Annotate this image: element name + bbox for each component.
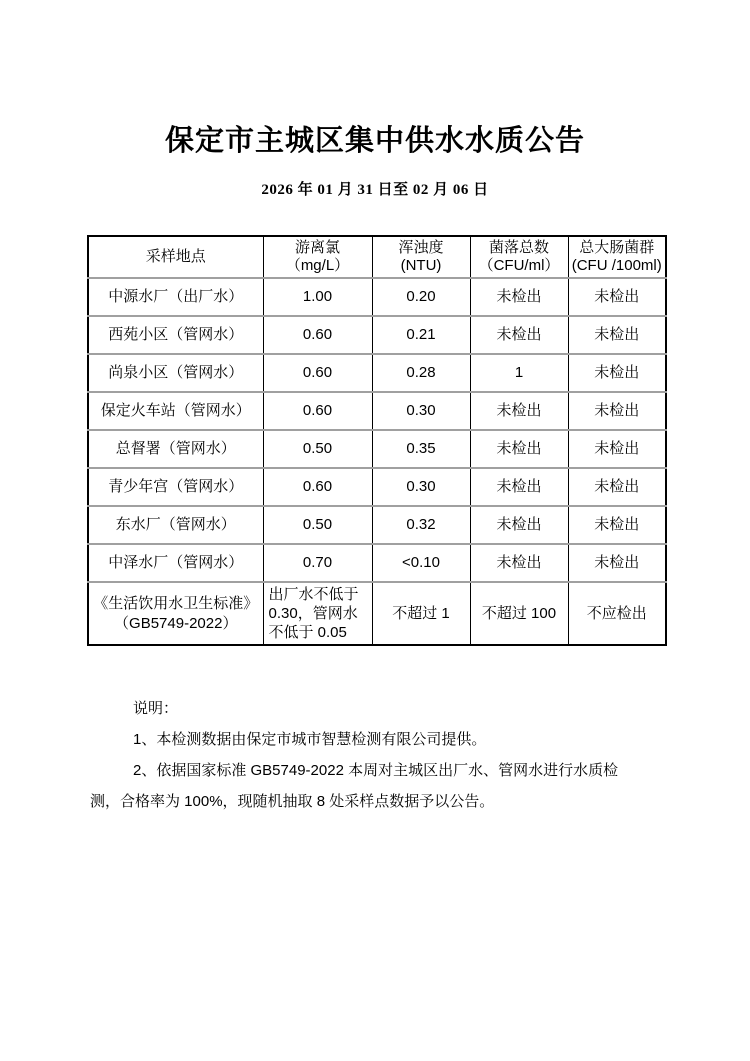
notes-section <box>90 693 670 817</box>
header-cell-coliform <box>568 236 666 278</box>
cell-colony: 1 <box>470 354 568 392</box>
cell-colony: 未检出 <box>470 316 568 354</box>
cell-coliform: 未检出 <box>568 544 666 582</box>
date-range: 2026 年 01 月 31 日至 02 月 06 日 <box>261 182 489 198</box>
cell-chlorine: 0.60 <box>263 468 372 506</box>
cell-location: 保定火车站（管网水） <box>88 392 263 430</box>
header-cell-location <box>88 236 263 278</box>
table-row <box>88 392 666 430</box>
cell-chlorine: 0.60 <box>263 316 372 354</box>
cell-turbidity: 0.35 <box>372 430 470 468</box>
note-item-2-line-2: 测，合格率为 100%，现随机抽取 8 处采样点数据予以公告。 <box>90 793 495 810</box>
standard-label-line2: （GB5749-2022） <box>114 614 238 632</box>
header-colony-label: 菌落总数 <box>488 239 549 256</box>
cell-location: 中源水厂（出厂水） <box>108 288 244 305</box>
cell-chlorine: 1.00 <box>263 278 372 316</box>
cell-location: 西苑小区（管网水） <box>88 316 263 354</box>
cell-coliform: 未检出 <box>568 316 666 354</box>
cell-location: 青少年宫（管网水） <box>88 468 263 506</box>
header-location-label: 采样地点 <box>145 248 206 265</box>
cell-location: 尚泉小区（管网水） <box>88 354 263 392</box>
table-row <box>88 468 666 506</box>
table-row <box>88 316 666 354</box>
notes-heading: 说明： <box>133 700 179 717</box>
cell-turbidity: 0.20 <box>372 278 470 316</box>
note-item-1: 1、本检测数据由保定市城市智慧检测有限公司提供。 <box>133 731 487 748</box>
cell-location: 东水厂（管网水） <box>88 506 263 544</box>
cell-standard-chlorine: 出厂水不低于 0.30，管网水不低于 0.05 <box>263 582 372 645</box>
cell-turbidity: 0.32 <box>372 506 470 544</box>
cell-colony: 未检出 <box>470 430 568 468</box>
cell-colony: 未检出 <box>470 392 568 430</box>
cell-standard-label <box>88 582 263 645</box>
header-coliform-unit: (CFU /100ml) <box>571 257 662 274</box>
cell-location: 中泽水厂（管网水） <box>88 544 263 582</box>
cell-coliform: 未检出 <box>568 392 666 430</box>
cell-chlorine: 0.50 <box>263 506 372 544</box>
table-row <box>88 278 666 316</box>
page-title: 保定市主城区集中供水水质公告 <box>164 125 585 157</box>
cell-standard-turbidity: 不超过 1 <box>372 582 470 645</box>
table-row <box>88 430 666 468</box>
note-item-2-line-1: 2、依据国家标准 GB5749-2022 本周对主城区出厂水、管网水进行水质检 <box>133 762 619 779</box>
cell-coliform: 未检出 <box>568 430 666 468</box>
header-cell-colony <box>470 236 568 278</box>
header-chlorine-unit: （mg/L） <box>285 257 350 274</box>
cell-turbidity: <0.10 <box>372 544 470 582</box>
standard-row <box>88 582 666 645</box>
table-row <box>88 544 666 582</box>
header-row <box>88 236 666 278</box>
cell-colony: 未检出 <box>470 468 568 506</box>
header-turbidity-unit: (NTU) <box>400 257 442 274</box>
cell-coliform: 未检出 <box>568 278 666 316</box>
cell-turbidity: 0.21 <box>372 316 470 354</box>
cell-colony: 未检出 <box>470 278 568 316</box>
cell-coliform: 未检出 <box>568 506 666 544</box>
table-row <box>88 354 666 392</box>
cell-location: 总督署（管网水） <box>88 430 263 468</box>
cell-standard-coliform: 不应检出 <box>568 582 666 645</box>
table-row <box>88 506 666 544</box>
header-chlorine-label: 游离氯 <box>294 239 340 256</box>
standard-label-line1: 《生活饮用水卫生标准》 <box>93 594 259 612</box>
cell-turbidity: 0.30 <box>372 392 470 430</box>
cell-standard-colony: 不超过 100 <box>470 582 568 645</box>
cell-chlorine: 0.60 <box>263 354 372 392</box>
cell-chlorine: 0.50 <box>263 430 372 468</box>
header-cell-chlorine <box>263 236 372 278</box>
cell-colony: 未检出 <box>470 544 568 582</box>
cell-turbidity: 0.28 <box>372 354 470 392</box>
cell-colony: 未检出 <box>470 506 568 544</box>
header-cell-turbidity <box>372 236 470 278</box>
cell-turbidity: 0.30 <box>372 468 470 506</box>
water-quality-table <box>87 235 667 646</box>
header-colony-unit: （CFU/ml） <box>478 257 560 274</box>
cell-chlorine: 0.70 <box>263 544 372 582</box>
cell-coliform: 未检出 <box>568 354 666 392</box>
cell-coliform: 未检出 <box>568 468 666 506</box>
header-turbidity-label: 浑浊度 <box>398 239 444 256</box>
cell-chlorine: 0.60 <box>263 392 372 430</box>
header-coliform-label: 总大肠菌群 <box>579 239 655 256</box>
